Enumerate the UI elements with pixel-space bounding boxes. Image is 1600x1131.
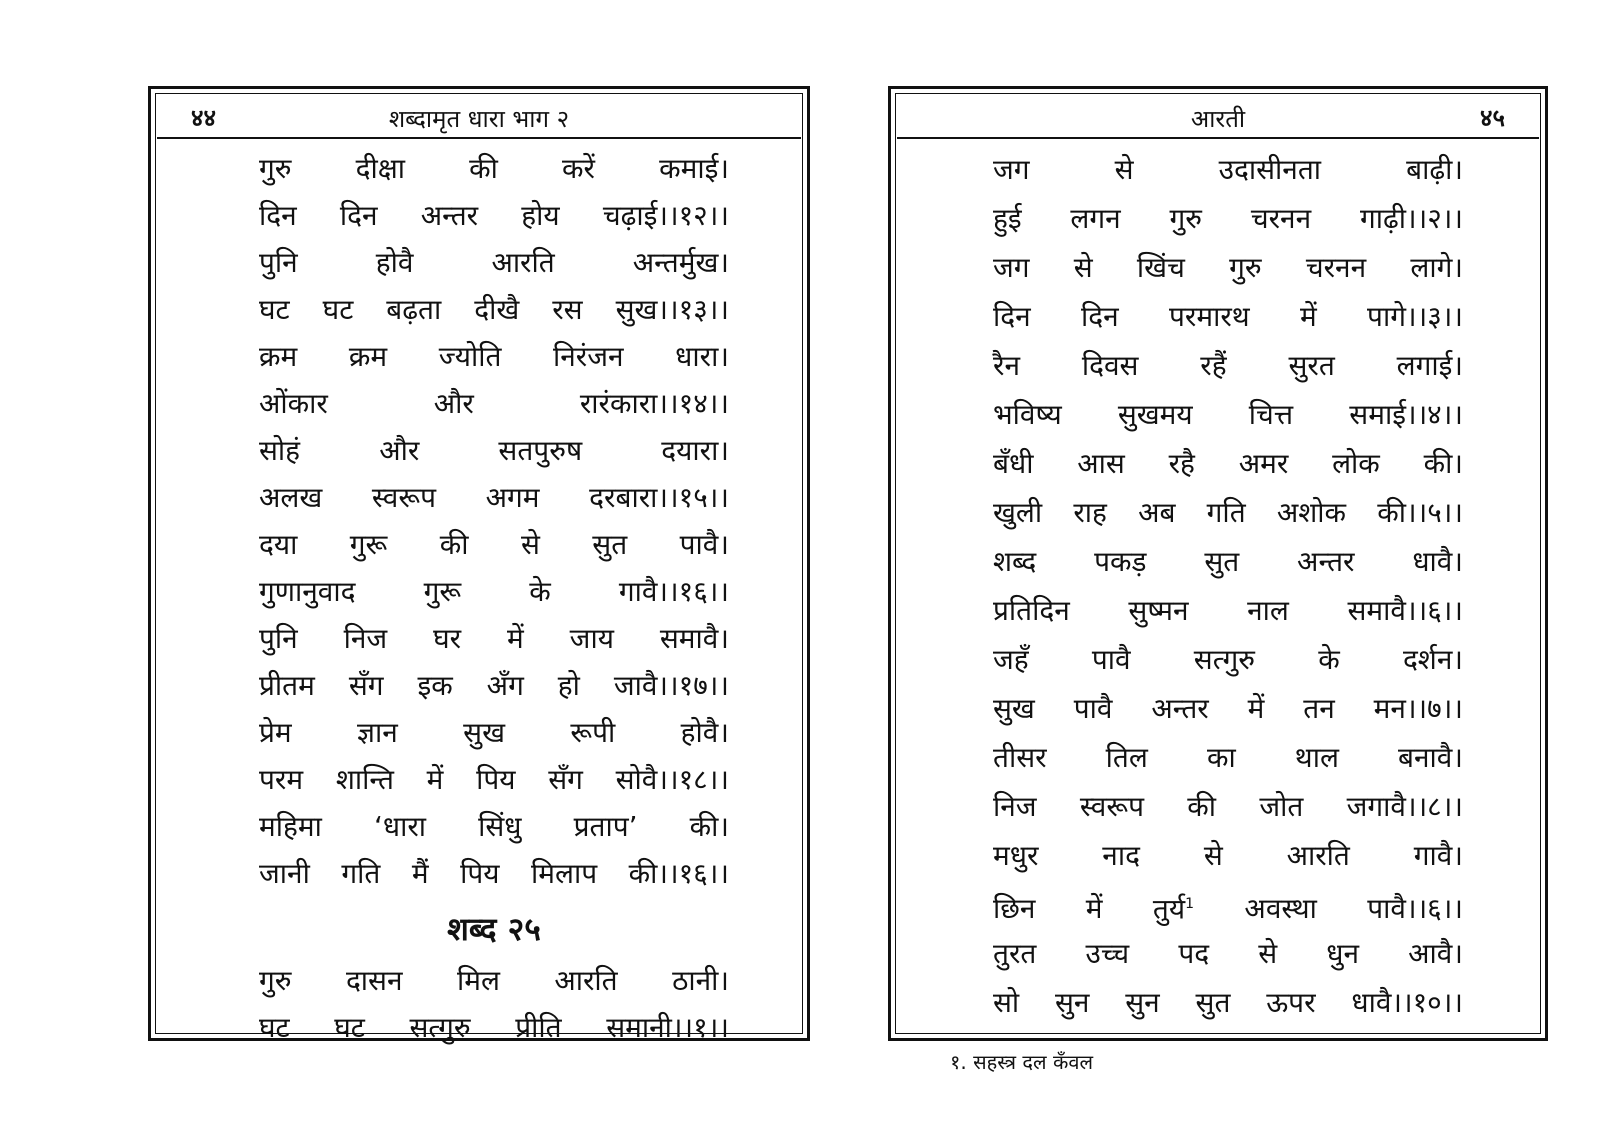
- verse-line: सुख पावै अन्तर में तन मन।।७।।: [993, 692, 1463, 725]
- shabd-heading: शब्द २५: [447, 910, 541, 948]
- left-page: [148, 86, 810, 1044]
- verse-line: दिन दिन अन्तर होय चढ़ाई।।१२।।: [259, 199, 729, 232]
- verse-line: जग से खिंच गुरु चरनन लागे।: [993, 251, 1463, 284]
- verse-line: जानी गति मैं पिय मिलाप की।।१६।।: [259, 857, 729, 890]
- verse-line: प्रेम ज्ञान सुख रूपी होवै।: [259, 716, 729, 749]
- verse-line: खुली राह अब गति अशोक की।।५।।: [993, 496, 1463, 529]
- left-page-header: [157, 95, 801, 139]
- right-running-head: आरती: [1190, 105, 1246, 133]
- right-page: [888, 86, 1548, 1041]
- verse-line: गुणानुवाद गुरू के गावै।।१६।।: [259, 575, 729, 608]
- verse-line: शब्द पकड़ सुत अन्तर धावै।: [993, 545, 1463, 578]
- verse-line: पुनि होवै आरति अन्तर्मुख।: [259, 246, 729, 279]
- verse-line: प्रीतम सँग इक अँग हो जावै।।१७।।: [259, 669, 729, 702]
- verse-line: घट घट सत्गुरु प्रीति समानी।।१।।: [259, 1011, 729, 1044]
- verse-line: दया गुरू की से सुत पावै।: [259, 528, 729, 561]
- footnote: १. सहस्त्र दल कँवल: [950, 1050, 1094, 1074]
- verse-line: रैन दिवस रहैं सुरत लगाई।: [993, 349, 1463, 382]
- verse-line: सो सुन सुन सुत ऊपर धावै।।१०।।: [993, 986, 1463, 1019]
- verse-line: हुई लगन गुरु चरनन गाढ़ी।।२।।: [993, 202, 1463, 235]
- verse-line: छिन में तुर्य$^1$ अवस्था पावै।।६।।: [993, 892, 1463, 926]
- verse-line: जग से उदासीनता बाढ़ी।: [993, 153, 1463, 186]
- verse-line: दिन दिन परमारथ में पागे।।३।।: [993, 300, 1463, 333]
- verse-line: जहँ पावै सत्गुरु के दर्शन।: [993, 643, 1463, 676]
- verse-line: गुरु दासन मिल आरति ठानी।: [259, 964, 729, 997]
- verse-line: क्रम क्रम ज्योति निरंजन धारा।: [259, 340, 729, 373]
- left-page-number: ४४: [191, 104, 216, 132]
- verse-line: मधुर नाद से आरति गावै।: [993, 839, 1463, 872]
- verse-line: प्रतिदिन सुष्मन नाल समावै।।६।।: [993, 594, 1463, 627]
- verse-line: तुरत उच्च पद से धुन आवै।: [993, 937, 1463, 970]
- verse-line: भविष्य सुखमय चित्त समाई।।४।।: [993, 398, 1463, 431]
- verse-line: घट घट बढ़ता दीखै रस सुख।।१३।।: [259, 293, 729, 326]
- verse-line: ओंकार और रारंकारा।।१४।।: [259, 387, 729, 420]
- verse-line: सोहं और सतपुरुष दयारा।: [259, 434, 729, 467]
- left-verse-group-after: [259, 957, 729, 1051]
- left-verses: [259, 145, 729, 1051]
- verse-line: परम शान्ति में पिय सँग सोवै।।१८।।: [259, 763, 729, 796]
- verse-line: पुनि निज घर में जाय समावै।: [259, 622, 729, 655]
- left-running-head: शब्दामृत धारा भाग २: [388, 105, 570, 133]
- verse-line: तीसर तिल का थाल बनावै।: [993, 741, 1463, 774]
- verse-line: निज स्वरूप की जोत जगावै।।८।।: [993, 790, 1463, 823]
- right-verses: [993, 145, 1463, 1027]
- left-verse-group-before: [259, 145, 729, 897]
- verse-line: महिमा ‘धारा सिंधु प्रताप’ की।: [259, 810, 729, 843]
- verse-line: बँधी आस रहै अमर लोक की।: [993, 447, 1463, 480]
- right-verse-group: [993, 145, 1463, 1027]
- verse-line: गुरु दीक्षा की करें कमाई।: [259, 152, 729, 185]
- right-page-number: ४५: [1480, 104, 1505, 132]
- right-page-header: [897, 95, 1539, 139]
- verse-line: अलख स्वरूप अगम दरबारा।।१५।।: [259, 481, 729, 514]
